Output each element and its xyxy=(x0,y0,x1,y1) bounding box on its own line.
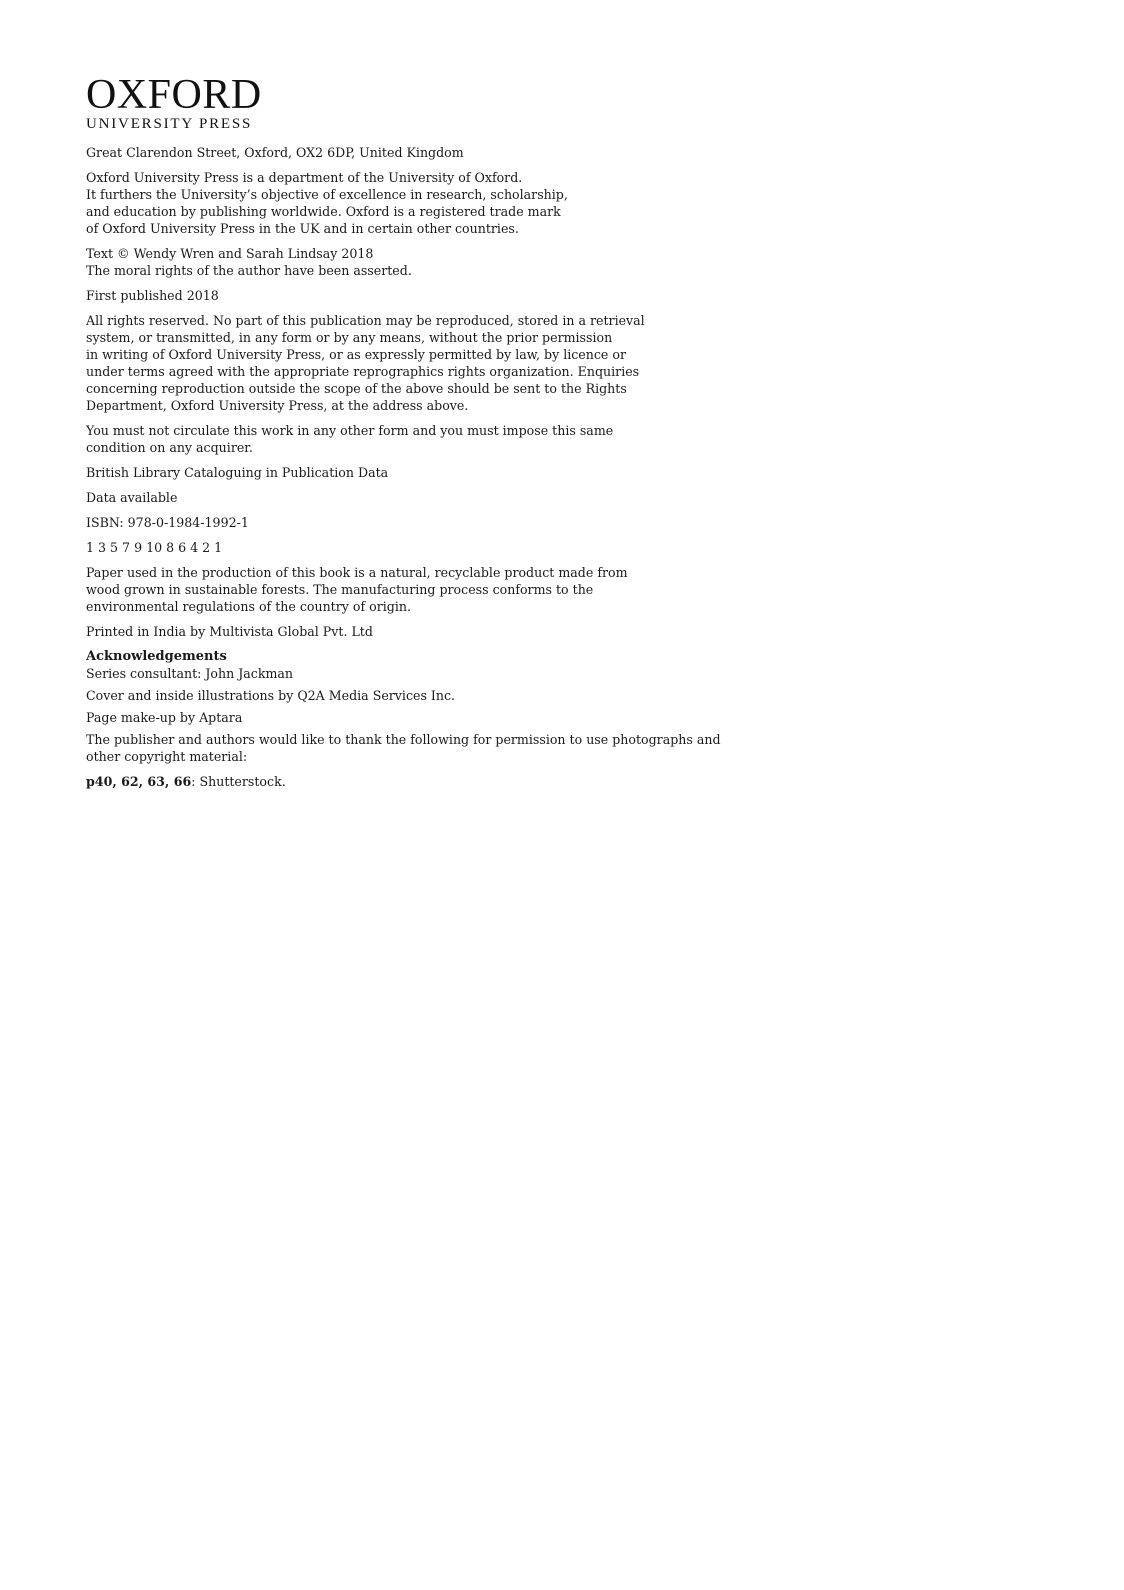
logo-subtitle: UNIVERSITY PRESS xyxy=(86,116,253,132)
publisher-address: Great Clarendon Street, Oxford, OX2 6DP, United Kingdom xyxy=(86,145,464,160)
about-publisher: Oxford University Press is a department of the University of Oxford. It furthers the University’s objective of excellence in research, scholarship, and education by publishing worldwide. Oxford is a registered trade mark of Oxford University Press in the UK and in certain other countries. xyxy=(86,170,568,236)
logo-wordmark: OXFORD xyxy=(86,72,262,118)
page-makeup-credit: Page make-up by Aptara xyxy=(86,710,243,725)
circulation-notice: You must not circulate this work in any other form and you must impose this same condition on any acquirer. xyxy=(86,423,614,455)
imprint-page xyxy=(86,72,726,798)
photo-credit-source: : Shutterstock. xyxy=(191,774,286,789)
first-published: First published 2018 xyxy=(86,288,219,303)
oxford-logo xyxy=(86,72,726,132)
permissions-thanks: The publisher and authors would like to thank the following for permission to use photographs and other copyright material: xyxy=(86,732,721,764)
data-available: Data available xyxy=(86,490,178,505)
rights-statement: All rights reserved. No part of this publication may be reproduced, stored in a retrieval system, or transmitted, in any form or by any means, without the prior permission in writing of Oxford University Press, or as expressly permitted by law, by licence or under terms agreed with the appropriate reprographics rights organization. Enquiries concerning reproduction outside the scope of the above should be sent to the Rights Department, Oxford University Press, at the address above. xyxy=(86,313,645,413)
acknowledgements-heading: Acknowledgements xyxy=(86,649,227,664)
illustrations-credit: Cover and inside illustrations by Q2A Media Services Inc. xyxy=(86,688,456,703)
paper-statement: Paper used in the production of this book is a natural, recyclable product made from wood grown in sustainable forests. The manufacturing process conforms to the environmental regulations of the country of origin. xyxy=(86,565,628,614)
cataloguing-heading: British Library Cataloguing in Publication Data xyxy=(86,465,389,480)
isbn: ISBN: 978-0-1984-1992-1 xyxy=(86,515,249,530)
photo-credit xyxy=(86,773,726,790)
print-line: 1 3 5 7 9 10 8 6 4 2 1 xyxy=(86,540,223,555)
printer-info: Printed in India by Multivista Global Pvt. Ltd xyxy=(86,624,373,639)
copyright-notice: Text © Wendy Wren and Sarah Lindsay 2018 The moral rights of the author have been asserted. xyxy=(86,246,412,278)
series-consultant: Series consultant: John Jackman xyxy=(86,666,294,681)
acknowledgements-block xyxy=(86,648,726,682)
photo-credit-pages: p40, 62, 63, 66 xyxy=(86,774,192,789)
